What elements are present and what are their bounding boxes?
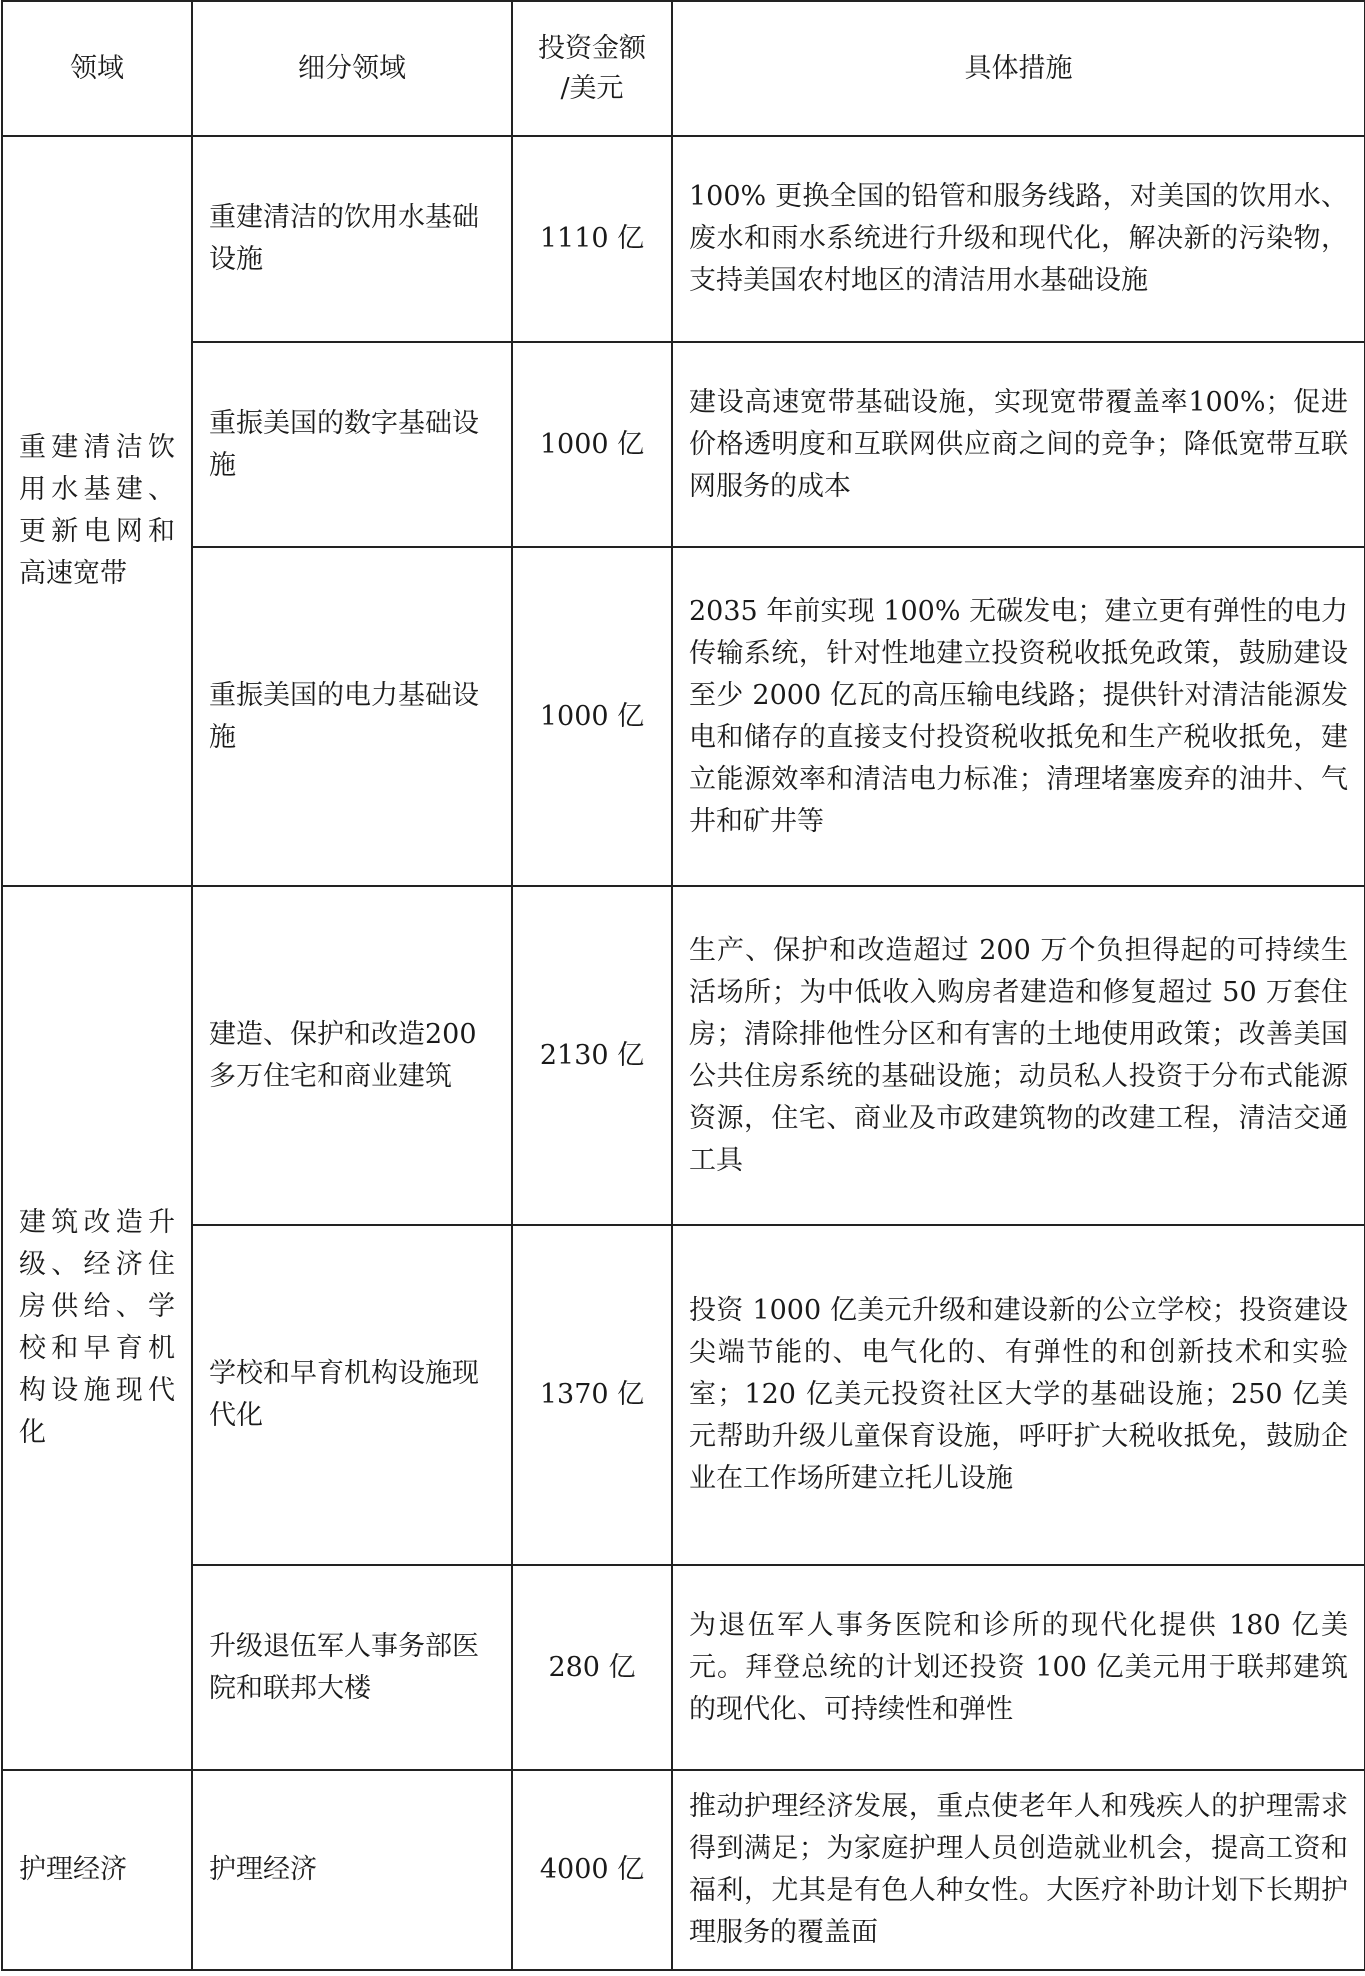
subdomain-cell: 重建清洁的饮用水基础设施 — [192, 136, 512, 342]
subdomain-cell: 重振美国的电力基础设施 — [192, 547, 512, 886]
table-row — [2, 1225, 1365, 1565]
measures-cell: 生产、保护和改造超过 200 万个负担得起的可持续生活场所；为中低收入购房者建造和修复超过 50 万套住房；清除排他性分区和有害的土地使用政策；改善美国公共住房系统的基础设施；动员私人投资于分布式能源资源，住宅、商业及市政建筑物的改建工程，清洁交通工具 — [672, 886, 1365, 1225]
header-amount-line1: 投资金额 — [538, 32, 646, 64]
amount-cell: 2130 亿 — [512, 886, 672, 1225]
amount-cell: 4000 亿 — [512, 1770, 672, 1970]
header-amount-line2: /美元 — [560, 72, 624, 104]
measures-cell: 投资 1000 亿美元升级和建设新的公立学校；投资建设尖端节能的、电气化的、有弹性的和创新技术和实验室；120 亿美元投资社区大学的基础设施；250 亿美元帮助升级儿童保育设施，呼吁扩大税收抵免，鼓励企业在工作场所建立托儿设施 — [672, 1225, 1365, 1565]
measures-cell: 建设高速宽带基础设施，实现宽带覆盖率100%；促进价格透明度和互联网供应商之间的竞争；降低宽带互联网服务的成本 — [672, 342, 1365, 547]
measures-cell: 为退伍军人事务医院和诊所的现代化提供 180 亿美元。拜登总统的计划还投资 100 亿美元用于联邦建筑的现代化、可持续性和弹性 — [672, 1565, 1365, 1770]
measures-cell: 100% 更换全国的铅管和服务线路，对美国的饮用水、废水和雨水系统进行升级和现代化，解决新的污染物，支持美国农村地区的清洁用水基础设施 — [672, 136, 1365, 342]
header-domain: 领域 — [2, 1, 192, 136]
amount-cell: 1370 亿 — [512, 1225, 672, 1565]
subdomain-cell: 护理经济 — [192, 1770, 512, 1970]
amount-cell: 1000 亿 — [512, 342, 672, 547]
measures-cell: 推动护理经济发展，重点使老年人和残疾人的护理需求得到满足；为家庭护理人员创造就业机会，提高工资和福利，尤其是有色人种女性。大医疗补助计划下长期护理服务的覆盖面 — [672, 1770, 1365, 1970]
table-row — [2, 136, 1365, 342]
table-row — [2, 342, 1365, 547]
header-subdomain: 细分领域 — [192, 1, 512, 136]
table-row — [2, 1565, 1365, 1770]
amount-cell: 280 亿 — [512, 1565, 672, 1770]
subdomain-cell: 建造、保护和改造200 多万住宅和商业建筑 — [192, 886, 512, 1225]
table-row — [2, 886, 1365, 1225]
measures-cell: 2035 年前实现 100% 无碳发电；建立更有弹性的电力传输系统，针对性地建立投资税收抵免政策，鼓励建设至少 2000 亿瓦的高压输电线路；提供针对清洁能源发电和储存的直接支付投资税收抵免和生产税收抵免，建立能源效率和清洁电力标准；清理堵塞废弃的油井、气井和矿井等 — [672, 547, 1365, 886]
amount-cell: 1000 亿 — [512, 547, 672, 886]
investment-table — [1, 0, 1365, 1971]
domain-cell: 建筑改造升级、经济住房供给、学校和早育机构设施现代化 — [2, 886, 192, 1770]
table-row — [2, 1770, 1365, 1970]
subdomain-cell: 学校和早育机构设施现代化 — [192, 1225, 512, 1565]
domain-cell: 重建清洁饮用水基建、更新电网和高速宽带 — [2, 136, 192, 886]
header-amount — [512, 1, 672, 136]
header-row — [2, 1, 1365, 136]
subdomain-cell: 重振美国的数字基础设施 — [192, 342, 512, 547]
domain-cell: 护理经济 — [2, 1770, 192, 1970]
table-row — [2, 547, 1365, 886]
subdomain-cell: 升级退伍军人事务部医院和联邦大楼 — [192, 1565, 512, 1770]
header-measures: 具体措施 — [672, 1, 1365, 136]
amount-cell: 1110 亿 — [512, 136, 672, 342]
